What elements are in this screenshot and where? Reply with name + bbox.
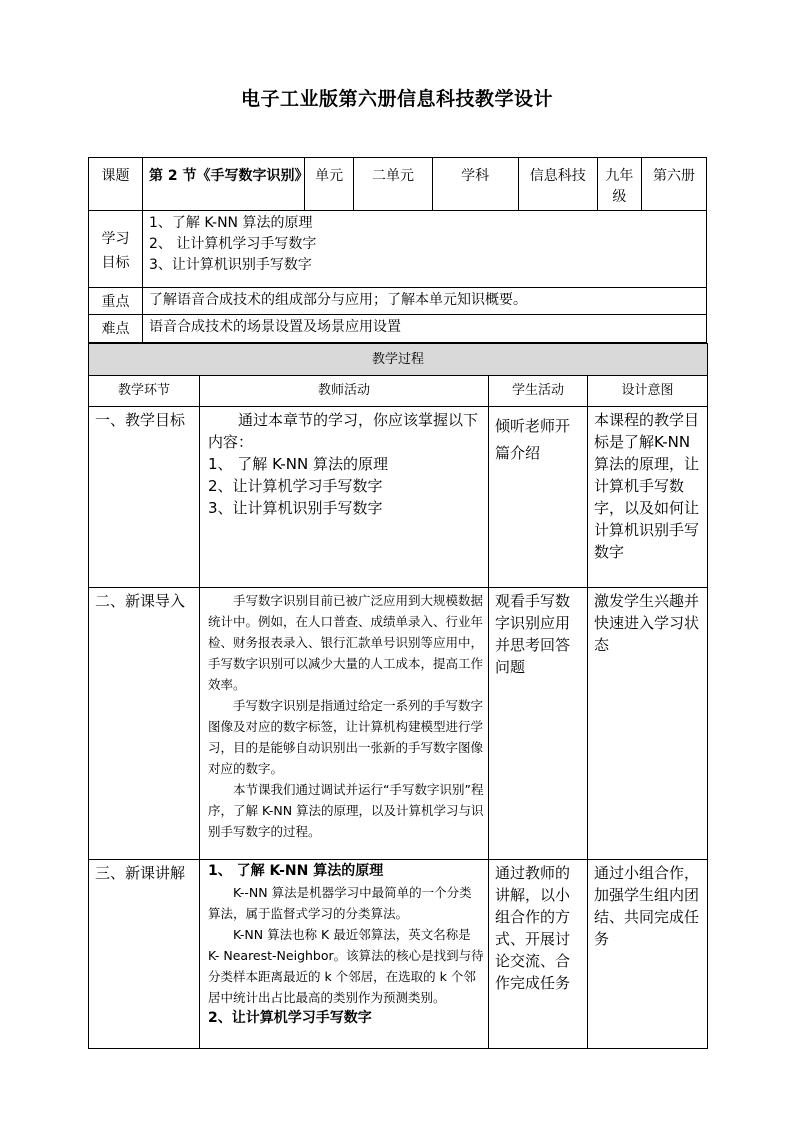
teacher-cell: 1、 了解 K-NN 算法的原理 K--NN 算法是机器学习中最简单的一个分类算法，属于监督式学习的分类算法。 K-NN 算法也称 K 最近邻算法，英文名称是 K- Nearest-Neighbor。该算法的核心是找到与待分类样本距离最近的 k 个邻居，在选取的 k 个邻居中统计出占比最高的类别作为预测类别。 2、让计算机学习手写数字: [200, 860, 489, 1049]
unit-value: 二单元: [354, 158, 432, 211]
intent-cell: 本课程的教学目标是了解K-NN 算法的原理，让计算机手写数字，以及如何让计算机识别手写数字: [588, 407, 708, 588]
goal-item: 3、让计算机识别手写数字: [148, 257, 312, 273]
subject-label: 学科: [432, 158, 518, 211]
teacher-item: 2、让计算机学习手写数字: [208, 477, 383, 495]
col-teacher: 教师活动: [200, 376, 489, 407]
subject-value: 信息科技: [518, 158, 597, 211]
stage-cell: 一、教学目标: [89, 407, 200, 588]
course-value: 第 2 节《手写数字识别》: [142, 158, 304, 211]
stage-cell: 三、新课讲解: [89, 860, 200, 1049]
teacher-item: 1、 了解 K-NN 算法的原理: [208, 455, 388, 473]
teacher-cell: 通过本章节的学习，你应该掌握以下内容： 1、 了解 K-NN 算法的原理 2、让计算机学习手写数字 3、让计算机识别手写数字: [200, 407, 489, 588]
col-student: 学生活动: [489, 376, 588, 407]
intent-cell: 激发学生兴趣并快速进入学习状态: [588, 588, 708, 860]
section-heading: 2、让计算机学习手写数字: [208, 1010, 372, 1026]
student-cell: 倾听老师开篇介绍: [489, 407, 588, 588]
difficulty-label: 难点: [89, 315, 143, 343]
goal-item: 2、 让计算机学习手写数字: [148, 236, 317, 252]
info-table: [88, 157, 707, 343]
grade-value: 九年级: [597, 158, 641, 211]
process-title: 教学过程: [89, 344, 708, 376]
difficulty-text: 语音合成技术的场景设置及场景应用设置: [142, 315, 706, 343]
course-label: 课题: [89, 158, 143, 211]
unit-label: 单元: [304, 158, 354, 211]
teacher-cell: 手写数字识别目前已被广泛应用到大规模数据统计中。例如，在人口普查、成绩单录入、行业年检、财务报表录入、银行汇款单号识别等应用中，手写数字识别可以减少大量的人工成本，提高工作效率。 手写数字识别是指通过给定一系列的手写数字图像及对应的数字标签，让计算机构建模型进行学习，目的是能够自动识别出一张新的手写数字图像对应的数字。 本节课我们通过调试并运行“手写数字识别”程序，了解 K-NN 算法的原理，以及计算机学习与识别手写数字的过程。: [200, 588, 489, 860]
stage-cell: 二、新课导入: [89, 588, 200, 860]
goals-list: [142, 211, 706, 288]
section-heading: 1、 了解 K-NN 算法的原理: [208, 863, 384, 879]
volume-value: 第六册: [641, 158, 706, 211]
col-intent: 设计意图: [588, 376, 708, 407]
goal-item: 1、了解 K-NN 算法的原理: [148, 215, 313, 231]
student-cell: 通过教师的讲解，以小组合作的方式、开展讨论交流、合作完成任务: [489, 860, 588, 1049]
page-title: 电子工业版第六册信息科技教学设计: [240, 88, 553, 110]
teacher-item: 3、让计算机识别手写数字: [208, 499, 383, 517]
goals-label: 学习 目标: [89, 211, 143, 288]
key-point-text: 了解语音合成技术的组成部分与应用；了解本单元知识概要。: [142, 288, 706, 315]
process-table: [88, 343, 708, 1049]
intent-cell: 通过小组合作，加强学生组内团结、共同完成任务: [588, 860, 708, 1049]
key-point-label: 重点: [89, 288, 143, 315]
student-cell: 观看手写数字识别应用并思考回答问题: [489, 588, 588, 860]
col-stage: 教学环节: [89, 376, 200, 407]
